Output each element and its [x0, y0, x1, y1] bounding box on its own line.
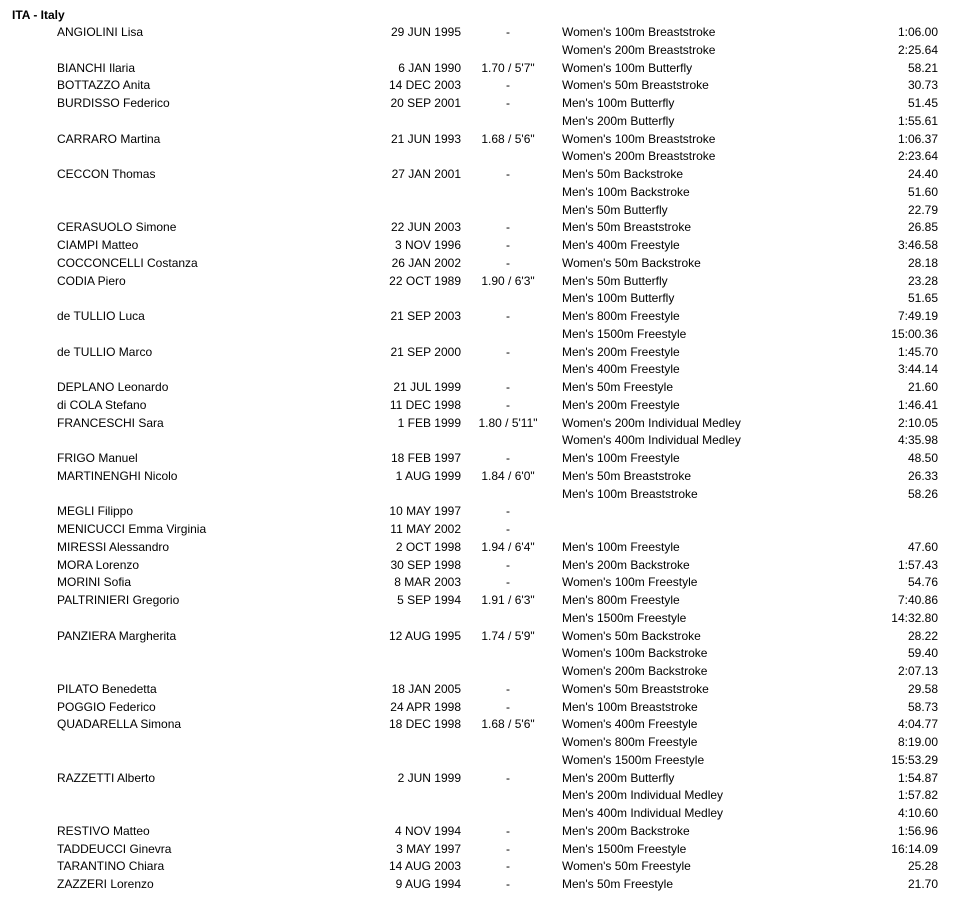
entry-time: 2:23.64	[897, 149, 938, 164]
entry-time: 29.58	[907, 681, 938, 696]
athlete-name: CERASUOLO Simone	[57, 220, 177, 235]
event-name: Women's 400m Freestyle	[562, 717, 698, 732]
birth-date: 12 AUG 1995	[388, 628, 461, 643]
entry-time: 47.60	[907, 539, 938, 554]
athlete-name: ANGIOLINI Lisa	[57, 25, 144, 39]
table-row	[0, 558, 956, 576]
athlete-height: 1.80 / 5'11"	[478, 415, 538, 430]
entry-time: 1:46.41	[897, 397, 938, 412]
event-name: Women's 400m Individual Medley	[562, 433, 741, 448]
team-title: ITA - Italy	[12, 8, 65, 22]
birth-date: 18 FEB 1997	[390, 451, 461, 465]
athlete-height: -	[506, 220, 510, 235]
table-row	[0, 238, 956, 256]
table-row	[0, 469, 956, 487]
table-row	[0, 362, 956, 380]
event-name: Men's 200m Backstroke	[562, 823, 690, 838]
event-name: Women's 50m Breaststroke	[562, 681, 709, 696]
table-row	[0, 132, 956, 150]
table-row	[0, 575, 956, 593]
table-row	[0, 25, 956, 43]
entry-time: 58.73	[907, 699, 938, 714]
athlete-name: POGGIO Federico	[57, 699, 156, 714]
birth-date: 22 JUN 2003	[390, 220, 461, 235]
entry-time: 15:53.29	[891, 752, 938, 767]
athlete-name: MIRESSI Alessandro	[57, 539, 170, 554]
birth-date: 9 AUG 1994	[395, 877, 461, 891]
table-row	[0, 629, 956, 647]
athlete-height: 1.91 / 6'3"	[481, 593, 535, 607]
athlete-height: 1.70 / 5'7"	[481, 60, 535, 75]
table-row	[0, 487, 956, 505]
athlete-name: PALTRINIERI Gregorio	[57, 593, 180, 607]
event-name: Women's 50m Backstroke	[562, 628, 701, 643]
entry-time: 2:07.13	[897, 664, 938, 678]
table-row	[0, 682, 956, 700]
athlete-height: -	[506, 522, 510, 536]
entry-time: 8:19.00	[897, 735, 938, 749]
birth-date: 10 MAY 1997	[389, 504, 461, 519]
athlete-height: -	[506, 25, 510, 39]
athlete-name: ZAZZERI Lorenzo	[57, 877, 154, 891]
table-row	[0, 309, 956, 327]
table-row	[0, 877, 956, 895]
event-name: Men's 100m Butterfly	[562, 96, 675, 110]
entry-time: 24.40	[907, 167, 938, 181]
event-name: Men's 100m Breaststroke	[562, 486, 698, 501]
entries-table	[0, 25, 956, 895]
entry-time: 51.45	[907, 96, 938, 110]
entry-time: 3:46.58	[897, 238, 938, 252]
table-row	[0, 43, 956, 61]
athlete-height: -	[506, 557, 510, 572]
birth-date: 21 JUN 1993	[390, 131, 461, 146]
event-name: Men's 800m Freestyle	[562, 309, 680, 323]
event-name: Men's 100m Backstroke	[562, 184, 690, 199]
athlete-height: 1.90 / 6'3"	[481, 273, 535, 288]
table-row	[0, 611, 956, 629]
athlete-name: TADDEUCCI Ginevra	[57, 841, 172, 856]
table-row	[0, 149, 956, 167]
athlete-name: RAZZETTI Alberto	[57, 770, 156, 785]
event-name: Men's 50m Butterfly	[562, 273, 668, 288]
athlete-height: 1.74 / 5'9"	[481, 628, 535, 643]
event-name: Men's 50m Breaststroke	[562, 220, 692, 235]
event-name: Men's 400m Freestyle	[562, 362, 680, 377]
table-row	[0, 504, 956, 522]
athlete-height: -	[506, 167, 510, 181]
athlete-name: CARRARO Martina	[57, 131, 161, 146]
entry-time: 4:04.77	[897, 717, 938, 732]
table-row	[0, 824, 956, 842]
entry-time: 3:44.14	[897, 362, 938, 377]
entry-time: 4:10.60	[897, 806, 938, 820]
event-name: Men's 50m Backstroke	[562, 167, 684, 181]
athlete-name: TARANTINO Chiara	[57, 859, 165, 874]
table-row	[0, 540, 956, 558]
birth-date: 21 SEP 2003	[390, 309, 461, 323]
birth-date: 4 NOV 1994	[394, 823, 461, 838]
entry-time: 1:45.70	[897, 344, 938, 359]
birth-date: 14 DEC 2003	[388, 78, 461, 93]
athlete-name: CIAMPI Matteo	[57, 238, 139, 252]
entry-time: 51.60	[907, 184, 938, 199]
event-name: Men's 50m Breaststroke	[562, 468, 692, 483]
entry-time: 21.60	[907, 380, 938, 394]
event-name: Women's 100m Butterfly	[562, 60, 693, 75]
event-name: Women's 100m Backstroke	[562, 646, 708, 661]
entry-time: 58.21	[907, 60, 938, 75]
event-name: Men's 200m Butterfly	[562, 113, 675, 128]
birth-date: 21 SEP 2000	[390, 344, 461, 359]
birth-date: 24 APR 1998	[390, 699, 461, 714]
event-name: Men's 400m Freestyle	[562, 238, 680, 252]
table-row	[0, 256, 956, 274]
entry-time: 26.85	[907, 220, 938, 235]
athlete-height: 1.68 / 5'6"	[481, 717, 535, 732]
athlete-name: MEGLI Filippo	[57, 504, 134, 519]
entry-time: 7:40.86	[897, 593, 938, 607]
athlete-height: -	[506, 451, 510, 465]
entry-time: 23.28	[907, 273, 938, 288]
event-name: Men's 1500m Freestyle	[562, 326, 687, 341]
athlete-name: de TULLIO Luca	[57, 309, 145, 323]
table-row	[0, 61, 956, 79]
table-row	[0, 203, 956, 221]
entry-time: 2:10.05	[897, 415, 938, 430]
table-row	[0, 416, 956, 434]
table-row	[0, 842, 956, 860]
athlete-name: de TULLIO Marco	[57, 344, 153, 359]
entry-time: 1:06.37	[897, 131, 938, 146]
athlete-name: CODIA Piero	[57, 273, 126, 288]
athlete-name: PILATO Benedetta	[57, 681, 157, 696]
entry-time: 1:57.82	[897, 788, 938, 803]
event-name: Women's 100m Breaststroke	[562, 25, 716, 39]
event-name: Men's 50m Butterfly	[562, 202, 668, 217]
entry-time: 1:56.96	[897, 823, 938, 838]
athlete-name: RESTIVO Matteo	[57, 823, 150, 838]
table-row	[0, 78, 956, 96]
athlete-height: -	[506, 96, 510, 110]
event-name: Women's 800m Freestyle	[562, 735, 698, 749]
birth-date: 11 DEC 1998	[389, 397, 461, 412]
athlete-height: -	[506, 397, 510, 412]
athlete-name: BIANCHI Ilaria	[57, 60, 136, 75]
table-row	[0, 167, 956, 185]
entry-time: 14:32.80	[891, 610, 938, 625]
entry-time: 30.73	[907, 78, 938, 93]
event-name: Men's 50m Freestyle	[562, 877, 673, 891]
athlete-height: -	[506, 309, 510, 323]
entry-time: 54.76	[907, 575, 938, 590]
athlete-height: -	[506, 255, 510, 270]
event-name: Men's 800m Freestyle	[562, 593, 680, 607]
event-name: Men's 200m Butterfly	[562, 770, 675, 785]
entry-time: 7:49.19	[897, 309, 938, 323]
birth-date: 6 JAN 1990	[398, 60, 461, 75]
table-row	[0, 735, 956, 753]
table-row	[0, 451, 956, 469]
athlete-height: -	[506, 859, 510, 874]
event-name: Women's 200m Breaststroke	[562, 149, 716, 164]
table-row	[0, 291, 956, 309]
table-row	[0, 664, 956, 682]
event-name: Women's 1500m Freestyle	[562, 752, 705, 767]
entry-time: 26.33	[907, 468, 938, 483]
event-name: Men's 100m Freestyle	[562, 451, 680, 465]
entry-time: 22.79	[907, 202, 938, 217]
athlete-height: -	[506, 238, 510, 252]
entry-time: 51.65	[907, 291, 938, 306]
birth-date: 14 AUG 2003	[388, 859, 461, 874]
table-row	[0, 646, 956, 664]
birth-date: 29 JUN 1995	[390, 25, 461, 39]
entry-time: 1:06.00	[897, 25, 938, 39]
event-name: Women's 100m Breaststroke	[562, 131, 716, 146]
athlete-name: MENICUCCI Emma Virginia	[57, 522, 207, 536]
athlete-height: -	[506, 823, 510, 838]
athlete-height: -	[506, 575, 510, 590]
entry-time: 28.22	[907, 628, 938, 643]
athlete-height: -	[506, 380, 510, 394]
entry-time: 58.26	[907, 486, 938, 501]
event-name: Men's 200m Individual Medley	[562, 788, 724, 803]
event-name: Men's 100m Freestyle	[562, 539, 680, 554]
athlete-height: 1.68 / 5'6"	[481, 131, 535, 146]
event-name: Women's 200m Backstroke	[562, 664, 708, 678]
entry-time: 4:35.98	[897, 433, 938, 448]
table-row	[0, 220, 956, 238]
birth-date: 3 MAY 1997	[396, 841, 461, 856]
entry-time: 59.40	[907, 646, 938, 661]
table-row	[0, 345, 956, 363]
entry-time: 28.18	[907, 255, 938, 270]
entry-time: 21.70	[907, 877, 938, 891]
event-name: Men's 1500m Freestyle	[562, 610, 687, 625]
birth-date: 18 DEC 1998	[388, 717, 461, 732]
birth-date: 2 OCT 1998	[395, 539, 461, 554]
event-name: Men's 100m Breaststroke	[562, 699, 698, 714]
athlete-name: CECCON Thomas	[57, 167, 156, 181]
table-row	[0, 859, 956, 877]
birth-date: 5 SEP 1994	[397, 593, 461, 607]
athlete-height: -	[506, 877, 510, 891]
athlete-name: QUADARELLA Simona	[57, 717, 182, 732]
athlete-height: -	[506, 841, 510, 856]
entry-time: 15:00.36	[891, 326, 938, 341]
athlete-name: FRANCESCHI Sara	[57, 415, 164, 430]
event-name: Men's 200m Freestyle	[562, 344, 680, 359]
event-name: Women's 50m Breaststroke	[562, 78, 709, 93]
athlete-height: -	[506, 699, 510, 714]
birth-date: 20 SEP 2001	[390, 96, 461, 110]
table-row	[0, 753, 956, 771]
birth-date: 8 MAR 2003	[394, 575, 461, 590]
athlete-height: 1.84 / 6'0"	[481, 468, 535, 483]
athlete-height: 1.94 / 6'4"	[481, 539, 535, 554]
birth-date: 3 NOV 1996	[394, 238, 461, 252]
athlete-height: -	[506, 504, 510, 519]
table-row	[0, 806, 956, 824]
athlete-name: FRIGO Manuel	[57, 451, 138, 465]
table-row	[0, 522, 956, 540]
birth-date: 1 FEB 1999	[397, 415, 461, 430]
birth-date: 18 JAN 2005	[391, 681, 461, 696]
table-row	[0, 433, 956, 451]
athlete-height: -	[506, 344, 510, 359]
athlete-name: BOTTAZZO Anita	[57, 78, 151, 93]
athlete-height: -	[506, 681, 510, 696]
table-row	[0, 185, 956, 203]
table-row	[0, 700, 956, 718]
birth-date: 27 JAN 2001	[391, 167, 461, 181]
event-name: Women's 200m Individual Medley	[562, 415, 741, 430]
table-row	[0, 380, 956, 398]
athlete-name: MORINI Sofia	[57, 575, 132, 590]
event-name: Women's 200m Breaststroke	[562, 42, 716, 57]
table-row	[0, 274, 956, 292]
athlete-name: MARTINENGHI Nicolo	[57, 468, 178, 483]
athlete-name: DEPLANO Leonardo	[57, 380, 169, 394]
athlete-name: di COLA Stefano	[57, 397, 147, 412]
athlete-name: COCCONCELLI Costanza	[57, 255, 198, 270]
entry-time: 1:57.43	[897, 557, 938, 572]
table-row	[0, 788, 956, 806]
entry-time: 1:55.61	[897, 113, 938, 128]
event-name: Men's 200m Freestyle	[562, 397, 680, 412]
table-row	[0, 717, 956, 735]
entry-time: 25.28	[907, 859, 938, 874]
athlete-name: PANZIERA Margherita	[57, 628, 177, 643]
birth-date: 11 MAY 2002	[390, 522, 461, 536]
birth-date: 30 SEP 1998	[390, 557, 461, 572]
table-row	[0, 771, 956, 789]
entry-time: 48.50	[907, 451, 938, 465]
entry-time: 16:14.09	[891, 841, 938, 856]
table-row	[0, 114, 956, 132]
event-name: Men's 1500m Freestyle	[562, 841, 687, 856]
entry-time: 2:25.64	[897, 42, 938, 57]
table-row	[0, 398, 956, 416]
birth-date: 22 OCT 1989	[389, 273, 461, 288]
event-name: Men's 50m Freestyle	[562, 380, 673, 394]
event-name: Men's 100m Butterfly	[562, 291, 675, 306]
event-name: Women's 50m Freestyle	[562, 859, 691, 874]
event-name: Women's 50m Backstroke	[562, 255, 701, 270]
event-name: Women's 100m Freestyle	[562, 575, 698, 590]
athlete-height: -	[506, 78, 510, 93]
table-row	[0, 327, 956, 345]
table-row	[0, 96, 956, 114]
entry-time: 1:54.87	[897, 770, 938, 785]
birth-date: 21 JUL 1999	[393, 380, 461, 394]
athlete-height: -	[506, 770, 510, 785]
table-row	[0, 593, 956, 611]
event-name: Men's 400m Individual Medley	[562, 806, 724, 820]
birth-date: 26 JAN 2002	[391, 255, 461, 270]
athlete-name: BURDISSO Federico	[57, 96, 170, 110]
birth-date: 1 AUG 1999	[395, 468, 461, 483]
athlete-name: MORA Lorenzo	[57, 557, 140, 572]
birth-date: 2 JUN 1999	[397, 770, 461, 785]
event-name: Men's 200m Backstroke	[562, 557, 690, 572]
